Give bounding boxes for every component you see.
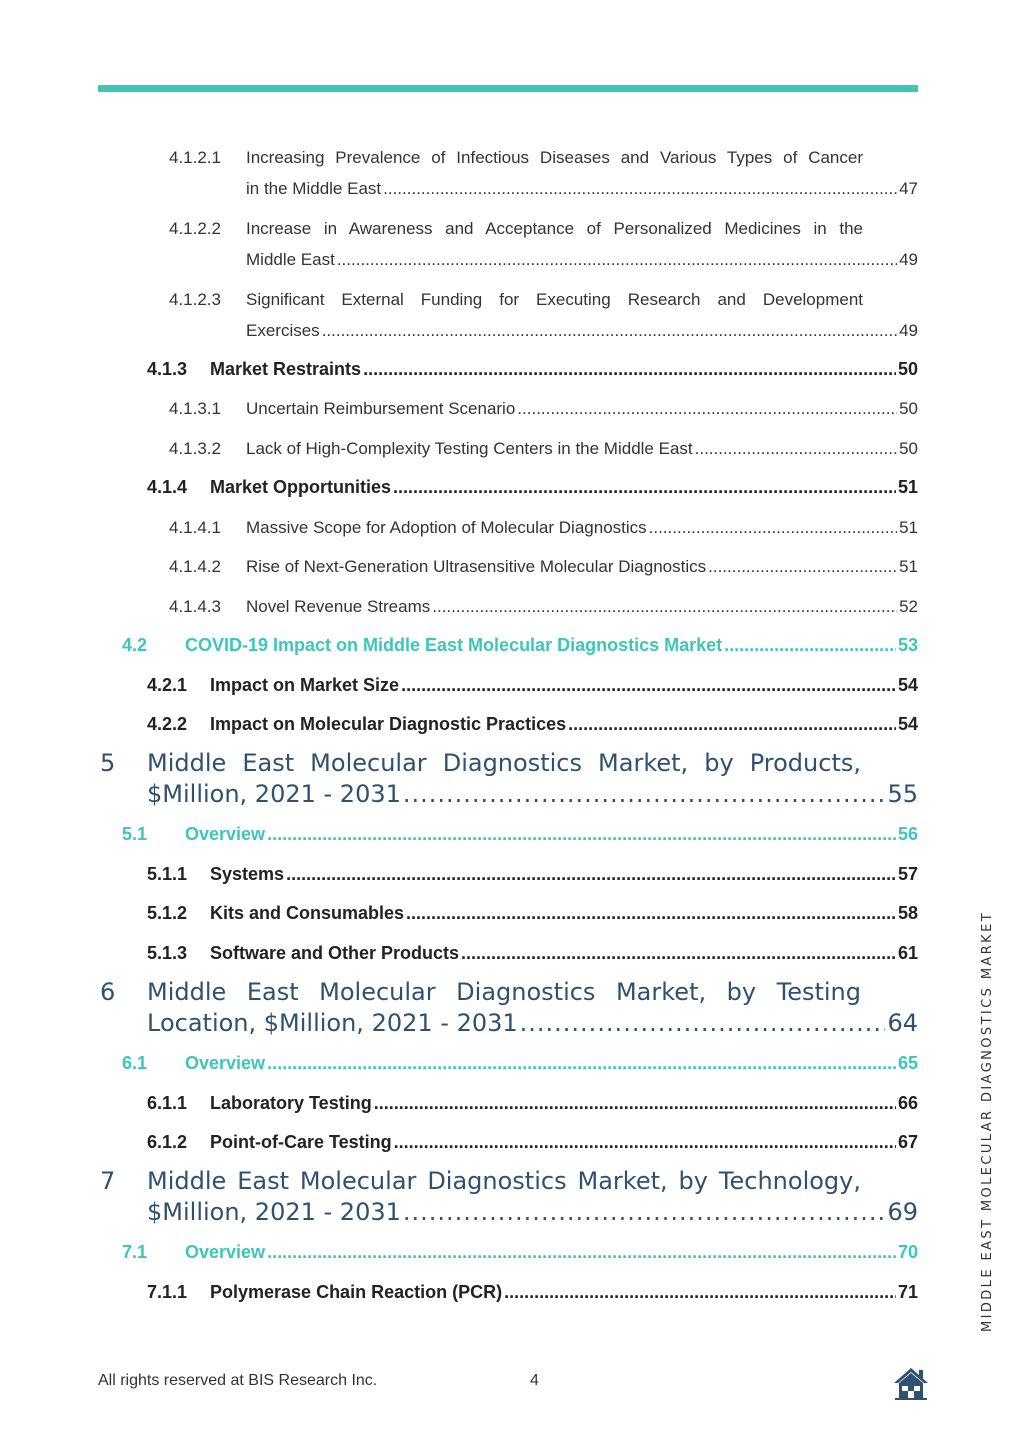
dot-leader [337,250,897,270]
toc-page-number: 54 [897,714,918,734]
toc-entry-title-line2: Middle East [246,250,335,269]
toc-page-number: 69 [887,1198,918,1226]
toc-entry-title: Uncertain Reimbursement Scenario [246,399,516,418]
dot-leader [393,477,896,498]
toc-page-number: 54 [897,675,918,695]
dot-leader [649,518,897,538]
toc-entry-title: Overview [185,824,266,844]
dot-leader [374,1093,896,1114]
toc-entry-number: 4.1.2.3 [169,290,221,309]
toc-entry-number: 4.1.4.1 [169,518,221,537]
toc-entry-title: Point-of-Care Testing [210,1132,392,1152]
toc-page-number: 51 [899,557,918,576]
toc-page-number: 50 [899,399,918,418]
dot-leader [708,557,897,577]
toc-entry-number: 7.1 [122,1242,148,1262]
toc-entry-title: Impact on Molecular Diagnostic Practices [210,714,567,734]
header-accent-bar [98,85,918,92]
toc-entry-number: 4.1.4.3 [169,597,221,616]
dot-leader [504,1282,896,1303]
dot-leader [267,1053,896,1074]
toc-entry-number: 7.1.1 [147,1282,188,1302]
toc-entry-title: Overview [185,1242,266,1262]
toc-page-number: 64 [887,1009,918,1037]
toc-entry-number: 4.1.3 [147,359,188,379]
dot-leader [286,864,896,885]
toc-entry-title: Software and Other Products [210,943,460,963]
toc-chapter-title-line1: Middle East Molecular Diagnostics Market, by Testing [147,978,861,1006]
toc-page-number: 49 [899,250,918,269]
dot-leader [267,1242,896,1263]
toc-page-number: 56 [897,824,918,844]
toc-page-number: 57 [897,864,918,884]
toc-entry-number: 4.1.2.1 [169,148,221,167]
dot-leader [432,597,897,617]
dot-leader [406,903,896,924]
dot-leader [695,439,897,459]
toc-entry-title-line1: Increase in Awareness and Acceptance of Personalized Medicines in the [246,219,863,238]
toc-chapter-title-line2: Location, $Million, 2021 - 2031 [147,1009,518,1037]
toc-entry-number: 5.1 [122,824,148,844]
toc-page-number: 66 [897,1093,918,1113]
dot-leader [394,1132,896,1153]
toc-chapter-title-line1: Middle East Molecular Diagnostics Market, by Technology, [147,1167,861,1195]
toc-entry-number: 6.1.1 [147,1093,188,1113]
home-icon[interactable] [892,1365,930,1401]
footer-page-number: 4 [530,1372,539,1389]
toc-entry-title-line2: Exercises [246,321,320,340]
toc-page-number: 50 [899,439,918,458]
toc-chapter-title-line2: $Million, 2021 - 2031 [147,780,401,808]
toc-entry-title: Laboratory Testing [210,1093,372,1113]
toc-entry-number: 4.1.3.2 [169,439,221,458]
toc-entry-number: 4.2.2 [147,714,188,734]
toc-entry-number: 5.1.3 [147,943,188,963]
toc-entry-number: 4.1.4.2 [169,557,221,576]
toc-entry-title: Systems [210,864,285,884]
dot-leader [517,399,897,419]
dot-leader [724,635,896,656]
dot-leader [403,780,886,808]
toc-page-number: 55 [887,780,918,808]
toc-entry-title: Massive Scope for Adoption of Molecular Diagnostics [246,518,647,537]
toc-page-number: 70 [897,1242,918,1262]
toc-page-number: 71 [897,1282,918,1302]
toc-chapter-title-line1: Middle East Molecular Diagnostics Market, by Products, [147,749,861,777]
dot-leader [363,359,896,380]
toc-entry-title: Rise of Next-Generation Ultrasensitive Molecular Diagnostics [246,557,707,576]
toc-entry-title: Lack of High-Complexity Testing Centers in the Middle East [246,439,693,458]
dot-leader [383,179,897,199]
dot-leader [568,714,896,735]
toc-entry-title: COVID-19 Impact on Middle East Molecular Diagnostics Market [185,635,723,655]
toc-entry-title: Polymerase Chain Reaction (PCR) [210,1282,503,1302]
footer-copyright: All rights reserved at BIS Research Inc. [98,1372,378,1389]
toc-page-number: 47 [899,179,918,198]
toc-entry-number: 4.2.1 [147,675,188,695]
toc-entry-title-line1: Increasing Prevalence of Infectious Diseases and Various Types of Cancer [246,148,863,167]
toc-chapter-number: 6 [100,978,116,1006]
dot-leader [403,1198,886,1226]
toc-page-number: 61 [897,943,918,963]
toc-page-number: 67 [897,1132,918,1152]
toc-page-number: 53 [897,635,918,655]
toc-page-number: 58 [897,903,918,923]
dot-leader [520,1009,886,1037]
dot-leader [322,321,897,341]
toc-entry-number: 4.2 [122,635,148,655]
toc-page-number: 52 [899,597,918,616]
toc-chapter-title-line2: $Million, 2021 - 2031 [147,1198,401,1226]
toc-entry-title: Impact on Market Size [210,675,400,695]
toc-entry-number: 6.1 [122,1053,148,1073]
dot-leader [461,943,896,964]
toc-entry-number: 4.1.4 [147,477,188,497]
toc-entry-title-line1: Significant External Funding for Executing Research and Development [246,290,863,309]
toc-entry-title-line2: in the Middle East [246,179,382,198]
dot-leader [401,675,896,696]
side-report-label: MIDDLE EAST MOLECULAR DIAGNOSTICS MARKET [980,910,995,1332]
toc-entry-number: 5.1.1 [147,864,188,884]
toc-page-number: 50 [897,359,918,379]
dot-leader [267,824,896,845]
toc-entry-number: 4.1.2.2 [169,219,221,238]
toc-chapter-number: 7 [100,1167,116,1195]
toc-page-number: 65 [897,1053,918,1073]
toc-entry-number: 6.1.2 [147,1132,188,1152]
toc-entry-title: Market Restraints [210,359,362,379]
toc-entry-number: 5.1.2 [147,903,188,923]
toc-entry-title: Overview [185,1053,266,1073]
toc-entry-title: Market Opportunities [210,477,392,497]
toc-page-number: 49 [899,321,918,340]
toc-entry-title: Kits and Consumables [210,903,405,923]
toc-entry-number: 4.1.3.1 [169,399,221,418]
toc-page-number: 51 [897,477,918,497]
toc-chapter-number: 5 [100,749,116,777]
toc-entry-title: Novel Revenue Streams [246,597,431,616]
toc-page-number: 51 [899,518,918,537]
